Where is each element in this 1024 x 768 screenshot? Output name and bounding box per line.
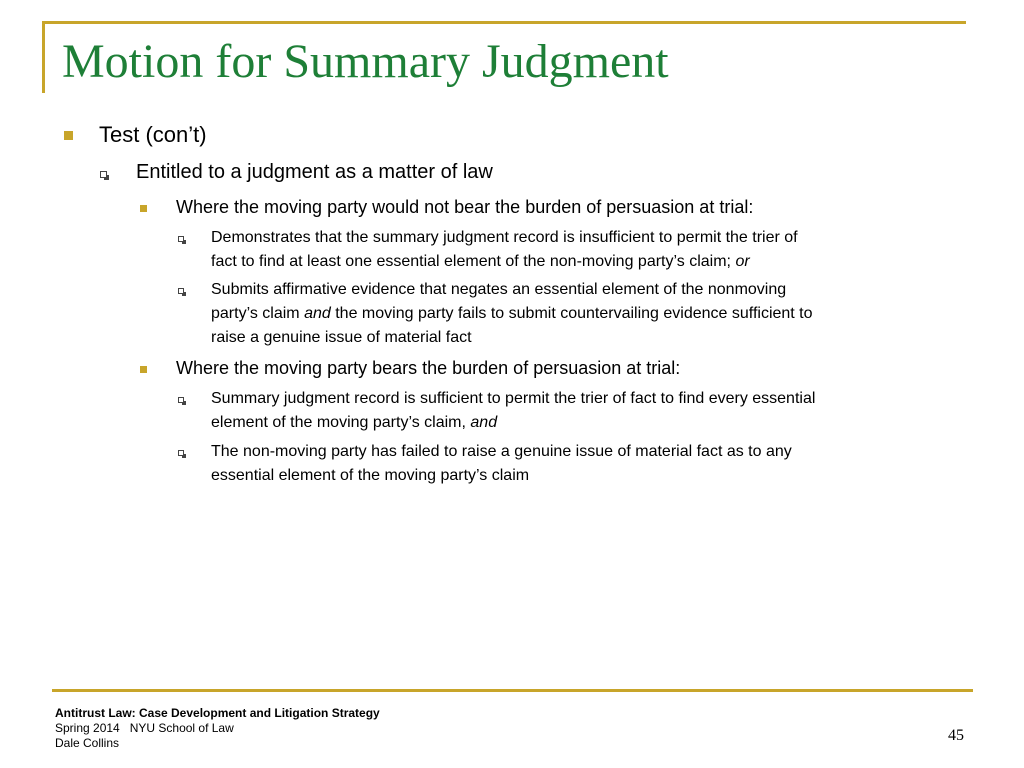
item-emphasis: and	[304, 305, 331, 322]
item-line: Summary judgment record is sufficient to permit the trier of fact to find every essential	[211, 390, 816, 407]
item-text: Where the moving party would not bear the burden of persuasion at trial:	[176, 197, 754, 217]
frame-top-rule	[42, 21, 966, 24]
hollow-square-bullet-icon	[178, 236, 184, 242]
square-bullet-icon	[140, 205, 147, 212]
hollow-square-bullet-icon	[178, 450, 184, 456]
item-line-text: party’s claim	[211, 305, 300, 322]
item-text	[211, 226, 798, 274]
item-text	[211, 440, 792, 488]
square-bullet-icon	[64, 131, 73, 140]
item-line	[211, 302, 813, 326]
slide-title: Motion for Summary Judgment	[62, 35, 669, 88]
item-emphasis: or	[735, 253, 750, 270]
footer-author: Dale Collins	[55, 736, 120, 750]
square-bullet-icon	[140, 366, 147, 373]
item-line: The non-moving party has failed to raise a genuine issue of material fact as to any	[211, 443, 792, 460]
item-line: Submits affirmative evidence that negates an essential element of the nonmoving	[211, 281, 787, 298]
hollow-square-bullet-icon	[100, 171, 107, 178]
frame-left-rule	[42, 21, 45, 93]
item-line-text: fact to find at least one essential element of the non-moving party’s claim;	[211, 253, 731, 270]
item-text: Test (con’t)	[99, 122, 207, 147]
item-text: Entitled to a judgment as a matter of law	[136, 161, 493, 183]
item-text	[211, 387, 815, 435]
item-line: Demonstrates that the summary judgment record is insufficient to permit the trier of	[211, 229, 798, 246]
item-emphasis: and	[470, 414, 498, 431]
item-line	[211, 250, 798, 274]
item-line-text: element of the moving party’s claim,	[211, 414, 466, 431]
item-line: essential element of the moving party’s claim	[211, 467, 530, 484]
footer-term: Spring 2014 NYU School of Law	[55, 721, 234, 735]
footer-course: Antitrust Law: Case Development and Litigation Strategy	[55, 706, 380, 720]
item-text: Where the moving party bears the burden of persuasion at trial:	[176, 358, 681, 378]
item-text	[211, 278, 813, 350]
footer-rule	[52, 689, 973, 692]
item-line-text: the moving party fails to submit countervailing evidence sufficient to	[335, 305, 813, 322]
hollow-square-bullet-icon	[178, 288, 184, 294]
slide-footer	[55, 706, 380, 751]
item-line: raise a genuine issue of material fact	[211, 329, 472, 346]
hollow-square-bullet-icon	[178, 397, 184, 403]
item-line	[211, 411, 815, 435]
page-number: 45	[948, 727, 964, 744]
